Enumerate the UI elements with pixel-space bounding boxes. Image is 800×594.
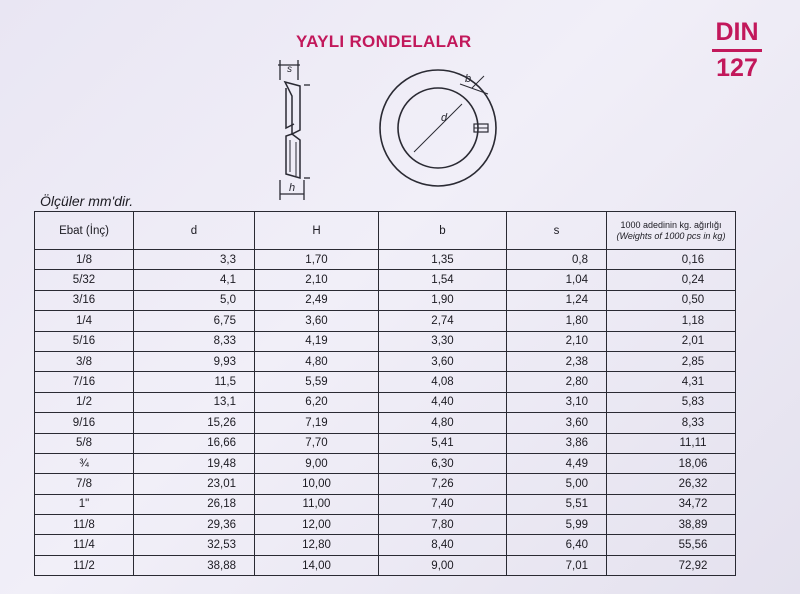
cell-w: 0,24	[607, 270, 736, 290]
table-body	[35, 250, 736, 576]
cell-s: 1,24	[507, 290, 607, 310]
cell-b: 3,60	[379, 351, 507, 371]
cell-w: 2,85	[607, 351, 736, 371]
cell-s: 2,38	[507, 351, 607, 371]
cell-w: 72,92	[607, 555, 736, 575]
cell-H: 5,59	[255, 372, 379, 392]
header-b: b	[379, 212, 507, 250]
table-row	[35, 311, 736, 331]
table-row	[35, 555, 736, 575]
cell-s: 5,99	[507, 515, 607, 535]
cell-w: 0,16	[607, 250, 736, 270]
cell-s: 3,86	[507, 433, 607, 453]
table-row	[35, 433, 736, 453]
cell-w: 26,32	[607, 474, 736, 494]
cell-s: 7,01	[507, 555, 607, 575]
cell-w: 4,31	[607, 372, 736, 392]
cell-size: 1"	[35, 494, 134, 514]
table-row	[35, 453, 736, 473]
table-row	[35, 290, 736, 310]
din-number: 127	[716, 54, 758, 82]
cell-H: 1,70	[255, 250, 379, 270]
table-row	[35, 494, 736, 514]
cell-d: 26,18	[134, 494, 255, 514]
cell-size: 9/16	[35, 413, 134, 433]
units-note: Ölçüler mm'dir.	[40, 193, 134, 209]
cell-w: 11,11	[607, 433, 736, 453]
cell-w: 38,89	[607, 515, 736, 535]
cell-size: 7/16	[35, 372, 134, 392]
cell-H: 10,00	[255, 474, 379, 494]
cell-size: 11/4	[35, 535, 134, 555]
cell-size: ¾	[35, 453, 134, 473]
cell-d: 19,48	[134, 453, 255, 473]
cell-d: 8,33	[134, 331, 255, 351]
cell-size: 5/32	[35, 270, 134, 290]
cell-b: 4,40	[379, 392, 507, 412]
cell-d: 32,53	[134, 535, 255, 555]
cell-d: 16,66	[134, 433, 255, 453]
cell-H: 2,49	[255, 290, 379, 310]
cell-d: 9,93	[134, 351, 255, 371]
table-row	[35, 372, 736, 392]
cell-w: 34,72	[607, 494, 736, 514]
washer-top-view	[380, 70, 496, 186]
cell-H: 9,00	[255, 453, 379, 473]
cell-H: 4,19	[255, 331, 379, 351]
cell-b: 6,30	[379, 453, 507, 473]
cell-w: 5,83	[607, 392, 736, 412]
cell-size: 1/4	[35, 311, 134, 331]
cell-H: 12,80	[255, 535, 379, 555]
table-row	[35, 351, 736, 371]
cell-d: 29,36	[134, 515, 255, 535]
table-row	[35, 474, 736, 494]
cell-w: 1,18	[607, 311, 736, 331]
cell-size: 11/2	[35, 555, 134, 575]
cell-size: 11/8	[35, 515, 134, 535]
cell-d: 3,3	[134, 250, 255, 270]
cell-d: 5,0	[134, 290, 255, 310]
cell-s: 0,8	[507, 250, 607, 270]
cell-b: 3,30	[379, 331, 507, 351]
cell-H: 3,60	[255, 311, 379, 331]
cell-d: 13,1	[134, 392, 255, 412]
cell-b: 9,00	[379, 555, 507, 575]
cell-b: 4,80	[379, 413, 507, 433]
cell-size: 7/8	[35, 474, 134, 494]
cell-size: 1/8	[35, 250, 134, 270]
table-row	[35, 250, 736, 270]
cell-H: 12,00	[255, 515, 379, 535]
table-row	[35, 270, 736, 290]
cell-s: 1,80	[507, 311, 607, 331]
side-s-label: s	[287, 64, 292, 75]
din-prefix: DIN	[715, 18, 759, 46]
cell-d: 23,01	[134, 474, 255, 494]
table-row	[35, 515, 736, 535]
cell-w: 0,50	[607, 290, 736, 310]
cell-b: 1,54	[379, 270, 507, 290]
cell-H: 4,80	[255, 351, 379, 371]
cell-size: 3/8	[35, 351, 134, 371]
cell-H: 14,00	[255, 555, 379, 575]
table-header-row	[35, 212, 736, 250]
header-weight	[607, 212, 736, 250]
cell-H: 7,70	[255, 433, 379, 453]
cell-size: 1/2	[35, 392, 134, 412]
cell-w: 8,33	[607, 413, 736, 433]
cell-d: 38,88	[134, 555, 255, 575]
cell-size: 5/8	[35, 433, 134, 453]
cell-w: 2,01	[607, 331, 736, 351]
header-weight-line2: (Weights of 1000 pcs in kg)	[616, 230, 726, 241]
cell-s: 3,10	[507, 392, 607, 412]
cell-b: 7,26	[379, 474, 507, 494]
top-d-label: d	[441, 112, 448, 124]
table-row	[35, 535, 736, 555]
cell-H: 7,19	[255, 413, 379, 433]
cell-s: 4,49	[507, 453, 607, 473]
cell-s: 5,51	[507, 494, 607, 514]
cell-d: 11,5	[134, 372, 255, 392]
cell-b: 7,80	[379, 515, 507, 535]
cell-d: 4,1	[134, 270, 255, 290]
cell-H: 6,20	[255, 392, 379, 412]
cell-s: 6,40	[507, 535, 607, 555]
cell-b: 2,74	[379, 311, 507, 331]
side-h-label: h	[289, 182, 296, 194]
cell-b: 1,90	[379, 290, 507, 310]
cell-d: 6,75	[134, 311, 255, 331]
cell-w: 18,06	[607, 453, 736, 473]
cell-s: 2,80	[507, 372, 607, 392]
cell-s: 5,00	[507, 474, 607, 494]
cell-H: 11,00	[255, 494, 379, 514]
page-title: YAYLI RONDELALAR	[296, 32, 472, 51]
washer-drawing	[0, 0, 800, 200]
cell-d: 15,26	[134, 413, 255, 433]
header-weight-line1: 1000 adedinin kg. ağırlığı	[620, 219, 722, 230]
cell-b: 7,40	[379, 494, 507, 514]
cell-b: 4,08	[379, 372, 507, 392]
washer-side-view	[278, 60, 310, 200]
cell-b: 1,35	[379, 250, 507, 270]
washer-dimensions-table	[34, 211, 736, 576]
cell-s: 1,04	[507, 270, 607, 290]
cell-b: 8,40	[379, 535, 507, 555]
table-row	[35, 413, 736, 433]
cell-H: 2,10	[255, 270, 379, 290]
top-b-label: b	[465, 73, 472, 85]
cell-s: 3,60	[507, 413, 607, 433]
cell-size: 3/16	[35, 290, 134, 310]
header-d: d	[134, 212, 255, 250]
cell-b: 5,41	[379, 433, 507, 453]
table-row	[35, 331, 736, 351]
header-size: Ebat (İnç)	[35, 212, 134, 250]
header-H: H	[255, 212, 379, 250]
header-s: s	[507, 212, 607, 250]
cell-s: 2,10	[507, 331, 607, 351]
table-row	[35, 392, 736, 412]
cell-size: 5/16	[35, 331, 134, 351]
cell-w: 55,56	[607, 535, 736, 555]
